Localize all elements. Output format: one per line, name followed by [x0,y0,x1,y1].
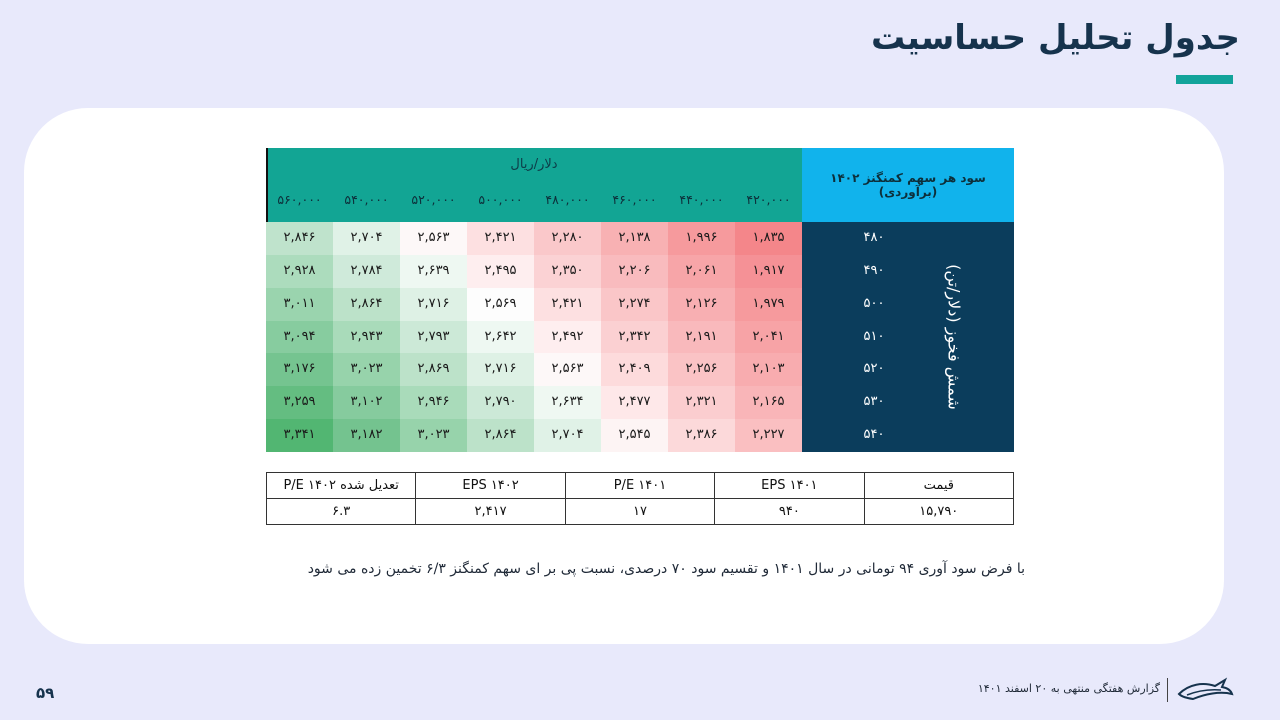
page-number: ۵۹ [36,684,55,702]
column-header: ۵۲۰,۰۰۰ [411,192,456,207]
matrix-cell: ۲,۷۱۶ [400,288,467,321]
matrix-cell: ۲,۵۶۳ [400,222,467,255]
matrix-cell: ۲,۶۳۴ [534,386,601,419]
matrix-cell: ۲,۸۶۴ [467,419,534,452]
matrix-cell: ۲,۷۰۴ [333,222,400,255]
matrix-cell: ۱,۹۱۷ [735,255,802,288]
matrix-cell: ۳,۱۷۶ [266,353,333,386]
matrix-cell: ۲,۴۲۱ [467,222,534,255]
row-header: ۴۹۰ [863,262,885,278]
matrix-cell: ۳,۳۴۱ [266,419,333,452]
matrix-cell: ۲,۴۲۱ [534,288,601,321]
row-header: ۵۲۰ [863,361,885,377]
valuation-summary-table [266,472,1014,525]
matrix-cell: ۲,۰۴۱ [735,321,802,354]
row-header: ۵۰۰ [863,295,885,311]
matrix-cell: ۲,۱۳۸ [601,222,668,255]
matrix-cell: ۲,۱۰۳ [735,353,802,386]
matrix-cell: ۱,۸۳۵ [735,222,802,255]
matrix-cell: ۳,۱۰۲ [333,386,400,419]
matrix-cell: ۲,۱۹۱ [668,321,735,354]
matrix-cell: ۲,۴۹۲ [534,321,601,354]
column-header: ۵۴۰,۰۰۰ [344,192,389,207]
summary-header-row [267,473,1014,499]
matrix-cell: ۲,۷۰۴ [534,419,601,452]
matrix-cell: ۳,۲۵۹ [266,386,333,419]
matrix-cell: ۲,۷۱۶ [467,353,534,386]
matrix-cell: ۲,۸۶۹ [400,353,467,386]
matrix-cell: ۳,۰۲۳ [400,419,467,452]
summary-header: قیمت [864,473,1013,499]
matrix-cell: ۲,۳۴۲ [601,321,668,354]
matrix-cell: ۲,۳۵۰ [534,255,601,288]
summary-value-row [267,499,1014,525]
matrix-cell: ۲,۶۳۹ [400,255,467,288]
matrix-cell: ۲,۵۶۳ [534,353,601,386]
matrix-cell: ۲,۹۴۳ [333,321,400,354]
column-header: ۴۴۰,۰۰۰ [679,192,724,207]
summary-header: P/E ۱۴۰۲ تعدیل شده [267,473,416,499]
matrix-cell: ۲,۳۲۱ [668,386,735,419]
summary-value: ۹۴۰ [715,499,864,525]
summary-header: EPS ۱۴۰۲ [416,473,565,499]
column-header: ۴۶۰,۰۰۰ [612,192,657,207]
matrix-cell: ۲,۰۶۱ [668,255,735,288]
matrix-cell: ۲,۱۶۵ [735,386,802,419]
matrix-cell: ۲,۳۸۶ [668,419,735,452]
column-group-label: دلار/ریال [510,157,558,172]
summary-value: ۶.۳ [267,499,416,525]
matrix-cell: ۲,۹۲۸ [266,255,333,288]
matrix-cell: ۳,۰۹۴ [266,321,333,354]
summary-header: EPS ۱۴۰۱ [715,473,864,499]
matrix-cell: ۲,۸۴۶ [266,222,333,255]
assumption-note: با فرض سود آوری ۹۴ تومانی در سال ۱۴۰۱ و تقسیم سود ۷۰ درصدی، نسبت پی بر ای سهم کمنگنز ۶/۳ تخمین زده می شود [307,561,1025,577]
summary-header: P/E ۱۴۰۱ [565,473,714,499]
sensitivity-matrix [266,148,1014,452]
matrix-cell: ۲,۲۷۴ [601,288,668,321]
column-header: ۴۲۰,۰۰۰ [746,192,791,207]
company-logo-icon [1175,674,1235,704]
matrix-cell: ۲,۲۲۷ [735,419,802,452]
summary-value: ۲,۴۱۷ [416,499,565,525]
matrix-cell: ۲,۷۹۰ [467,386,534,419]
matrix-cell: ۲,۴۷۷ [601,386,668,419]
row-header: ۴۸۰ [863,230,885,245]
summary-value: ۱۷ [565,499,714,525]
matrix-cell: ۲,۴۰۹ [601,353,668,386]
row-header: ۵۳۰ [863,394,885,410]
matrix-cell: ۲,۷۹۳ [400,321,467,354]
footer-report-text: گزارش هفتگی منتهی به ۲۰ اسفند ۱۴۰۱ [977,682,1160,695]
matrix-cell: ۲,۲۵۶ [668,353,735,386]
matrix-cell: ۲,۲۸۰ [534,222,601,255]
row-header: ۵۴۰ [863,427,885,443]
page-title: جدول تحلیل حساسیت [870,18,1240,58]
matrix-cell: ۱,۹۷۹ [735,288,802,321]
matrix-cell: ۳,۰۱۱ [266,288,333,321]
title-underline [1176,75,1233,84]
summary-value: ۱۵,۷۹۰ [864,499,1013,525]
matrix-cell: ۳,۱۸۲ [333,419,400,452]
corner-label-text: سود هر سهم کمنگنز ۱۴۰۲ (برآوردی) [830,171,986,199]
row-header: ۵۱۰ [863,328,885,344]
column-header: ۵۰۰,۰۰۰ [478,192,523,207]
matrix-cell: ۱,۹۹۶ [668,222,735,255]
column-header: ۵۶۰,۰۰۰ [277,192,322,207]
matrix-cell: ۲,۲۰۶ [601,255,668,288]
matrix-cell: ۲,۵۶۹ [467,288,534,321]
footer-divider [1167,678,1168,702]
matrix-cell: ۲,۸۶۴ [333,288,400,321]
matrix-cell: ۲,۷۸۴ [333,255,400,288]
matrix-cell: ۳,۰۲۳ [333,353,400,386]
matrix-cell: ۲,۱۲۶ [668,288,735,321]
column-header: ۴۸۰,۰۰۰ [545,192,590,207]
matrix-cell: ۲,۹۴۶ [400,386,467,419]
matrix-cell: ۲,۴۹۵ [467,255,534,288]
matrix-cell: ۲,۵۴۵ [601,419,668,452]
row-axis-label-text: شمش فخوز (دلار/تن) [944,264,964,410]
matrix-cell: ۲,۶۴۲ [467,321,534,354]
matrix-corner-label [802,148,1014,222]
